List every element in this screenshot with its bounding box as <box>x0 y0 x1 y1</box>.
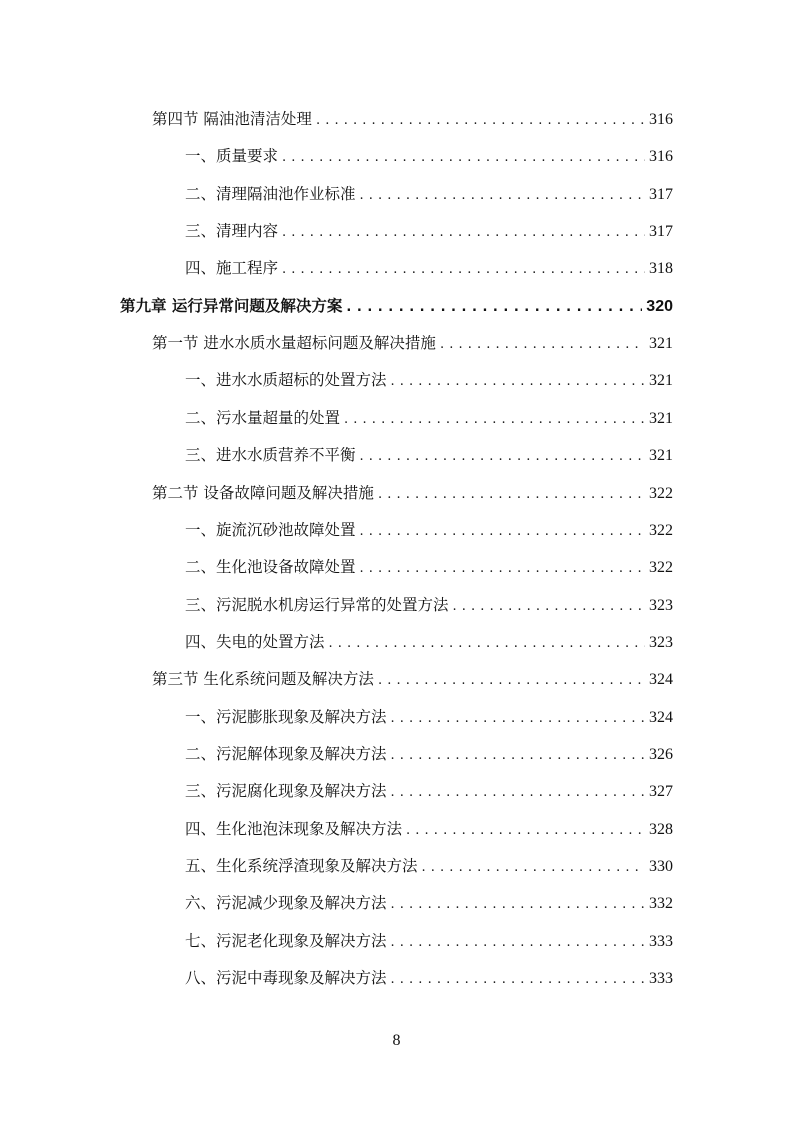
dot-leader <box>391 371 645 393</box>
toc-entry-title: 三、进水水质营养不平衡 <box>185 446 356 465</box>
toc-entry-title: 一、污泥膨胀现象及解决方法 <box>185 707 387 726</box>
toc-item[interactable] <box>185 967 673 989</box>
toc-item[interactable] <box>185 556 673 578</box>
toc-item[interactable] <box>185 519 673 541</box>
toc-entry-title: 第九章 运行异常问题及解决方案 <box>120 296 343 315</box>
toc-entry-title: 七、污泥老化现象及解决方法 <box>185 931 387 950</box>
dot-leader <box>391 745 645 767</box>
toc-entry-page: 330 <box>649 858 673 875</box>
toc-item[interactable] <box>185 818 673 840</box>
toc-entry-title: 四、施工程序 <box>185 259 279 278</box>
toc-entry-page: 321 <box>649 335 673 353</box>
toc-entry-page: 318 <box>649 260 673 278</box>
toc-entry-page: 332 <box>649 895 673 913</box>
toc-entry-page: 316 <box>649 111 673 128</box>
dot-leader <box>391 708 645 730</box>
toc-item[interactable] <box>185 183 673 205</box>
toc-entry-page: 323 <box>649 633 673 651</box>
toc-section[interactable] <box>152 482 673 504</box>
dot-leader <box>391 782 645 804</box>
toc-section[interactable] <box>152 108 673 130</box>
toc-entry-page: 317 <box>649 185 673 203</box>
toc-item[interactable] <box>185 145 673 167</box>
toc-item[interactable] <box>185 407 673 429</box>
toc-entry-page: 322 <box>649 484 673 502</box>
toc-entry-title: 第四节 隔油池清洁处理 <box>152 110 312 128</box>
toc-entry-page: 324 <box>649 708 673 726</box>
dot-leader <box>282 147 645 169</box>
toc-entry-page: 333 <box>649 932 673 950</box>
dot-leader <box>344 409 645 431</box>
toc-entry-title: 三、污泥脱水机房运行异常的处置方法 <box>185 595 449 614</box>
dot-leader <box>316 110 645 132</box>
dot-leader <box>422 857 645 879</box>
toc-entry-page: 321 <box>649 447 673 465</box>
toc-entry-title: 五、生化系统浮渣现象及解决方法 <box>185 857 418 875</box>
toc-entry-page: 322 <box>649 559 673 577</box>
dot-leader <box>391 894 645 916</box>
dot-leader <box>378 484 645 506</box>
toc-entry-title: 六、污泥减少现象及解决方法 <box>185 894 387 913</box>
toc-entry-page: 328 <box>649 820 673 838</box>
toc-entry-title: 第二节 设备故障问题及解决措施 <box>152 483 374 502</box>
dot-leader <box>391 932 645 954</box>
toc-section[interactable] <box>152 668 673 690</box>
toc-entry-title: 二、生化池设备故障处置 <box>185 558 356 577</box>
toc-section[interactable] <box>152 332 673 354</box>
toc-entry-page: 333 <box>649 970 673 988</box>
toc-entry-page: 321 <box>649 372 673 390</box>
toc-entry-title: 四、生化池泡沫现象及解决方法 <box>185 819 403 838</box>
toc-item[interactable] <box>185 257 673 279</box>
dot-leader <box>360 446 645 468</box>
toc-entry-page: 322 <box>649 521 673 539</box>
toc-entry-page: 327 <box>649 783 673 801</box>
dot-leader <box>406 820 645 842</box>
toc-entry-title: 二、清理隔油池作业标准 <box>185 184 356 203</box>
toc-entry-title: 八、污泥中毒现象及解决方法 <box>185 969 387 988</box>
toc-entry-page: 317 <box>649 223 673 241</box>
toc-item[interactable] <box>185 369 673 391</box>
toc-entry-page: 323 <box>649 596 673 614</box>
toc-entry-page: 320 <box>646 297 673 315</box>
dot-leader <box>391 969 645 991</box>
dot-leader <box>378 670 645 692</box>
dot-leader <box>282 259 645 281</box>
toc-item[interactable] <box>185 444 673 466</box>
toc-entry-page: 326 <box>649 745 673 763</box>
toc-entry-title: 三、污泥腐化现象及解决方法 <box>185 782 387 801</box>
toc-item[interactable] <box>185 631 673 653</box>
dot-leader <box>360 521 645 543</box>
toc-entry-title: 一、质量要求 <box>185 147 279 166</box>
dot-leader <box>440 334 645 356</box>
toc-item[interactable] <box>185 220 673 242</box>
toc-entry-title: 一、进水水质超标的处置方法 <box>185 371 387 390</box>
toc-entry-title: 二、污水量超量的处置 <box>185 408 341 427</box>
toc-item[interactable] <box>185 892 673 914</box>
toc-item[interactable] <box>185 706 673 728</box>
toc-entry-title: 三、清理内容 <box>185 222 279 241</box>
toc-item[interactable] <box>185 594 673 616</box>
toc-entry-title: 二、污泥解体现象及解决方法 <box>185 744 387 763</box>
page-number: 8 <box>392 1032 401 1049</box>
toc-entry-title: 四、失电的处置方法 <box>185 632 325 651</box>
dot-leader <box>282 222 645 244</box>
toc-item[interactable] <box>185 743 673 765</box>
toc-entry-title: 一、旋流沉砂池故障处置 <box>185 520 356 539</box>
toc-entry-page: 316 <box>649 148 673 166</box>
toc-item[interactable] <box>185 855 673 877</box>
toc-entry-title: 第一节 进水水质水量超标问题及解决措施 <box>152 334 436 353</box>
dot-leader <box>329 633 645 655</box>
dot-leader <box>453 596 645 618</box>
dot-leader <box>346 297 642 319</box>
dot-leader <box>360 185 645 207</box>
toc-item[interactable] <box>185 930 673 952</box>
toc-item[interactable] <box>185 780 673 802</box>
toc-chapter[interactable] <box>120 295 673 317</box>
toc-entry-page: 321 <box>649 409 673 427</box>
toc-entry-title: 第三节 生化系统问题及解决方法 <box>152 670 374 689</box>
dot-leader <box>360 558 645 580</box>
toc-entry-page: 324 <box>649 671 673 689</box>
